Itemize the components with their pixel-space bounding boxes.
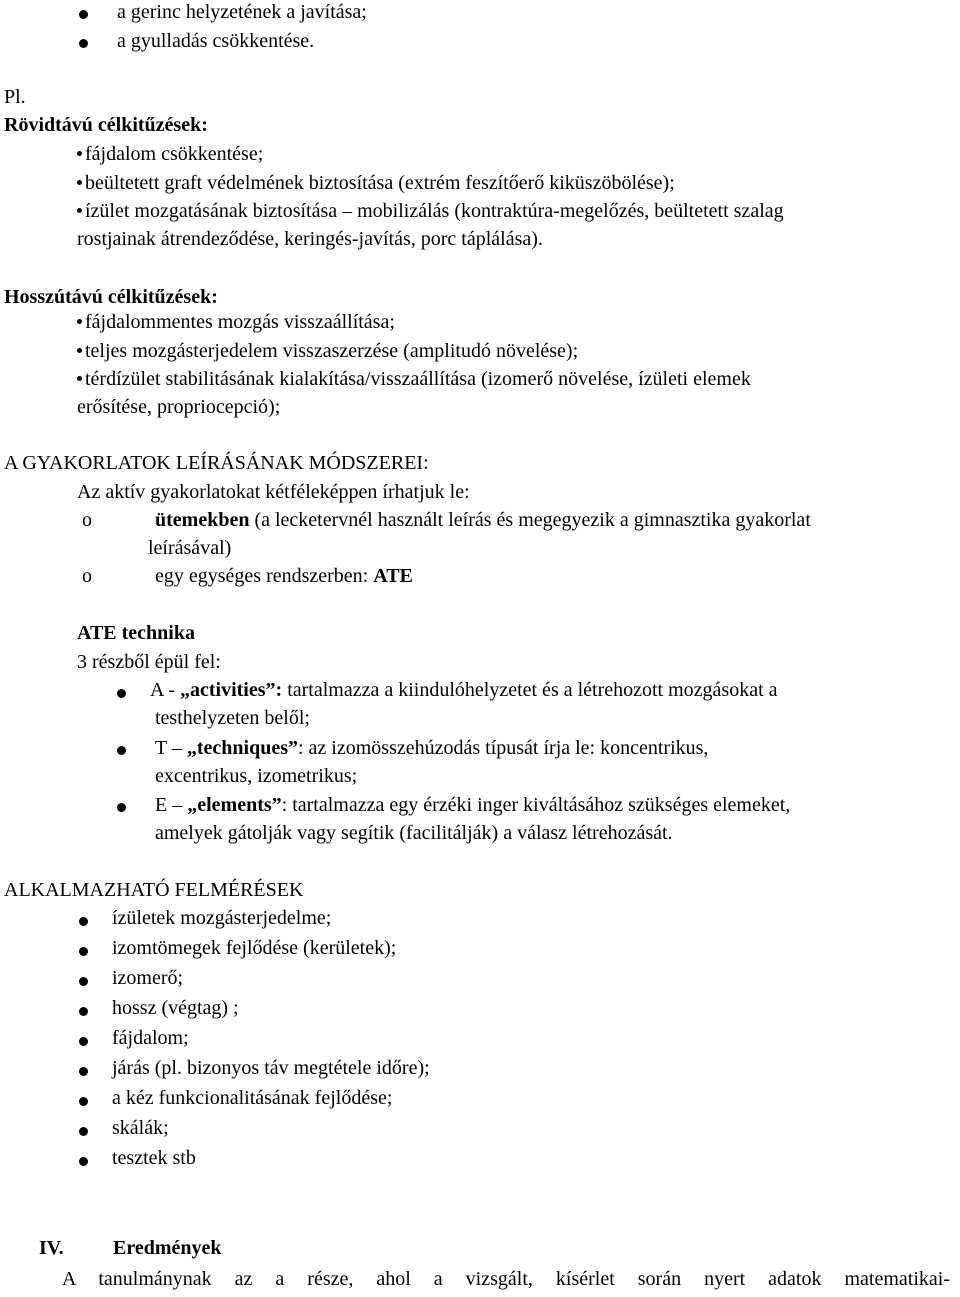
- bullet-icon: [79, 1157, 88, 1166]
- section-number: IV.: [39, 1237, 64, 1259]
- ate-intro: 3 részből épül fel:: [77, 651, 221, 673]
- bullet-icon: [77, 208, 82, 213]
- bullet-icon: [79, 1007, 88, 1016]
- list-item: fájdalom;: [112, 1027, 189, 1049]
- ate-item-continuation: testhelyzeten belől;: [155, 707, 310, 729]
- bullet-icon: [79, 10, 88, 19]
- list-item: tesztek stb: [112, 1147, 196, 1169]
- bullet-icon: [77, 180, 82, 185]
- list-item: beültetett graft védelmének biztosítása (extrém feszítőerő kiküszöbölése);: [77, 169, 675, 199]
- methods-heading: A GYAKORLATOK LEÍRÁSÁNAK MÓDSZEREI:: [4, 452, 429, 474]
- bullet-icon: [77, 151, 82, 156]
- list-item: ízület mozgatásának biztosítása – mobilizálás (kontraktúra-megelőzés, beültetett szalag: [77, 197, 784, 227]
- bullet-icon: [79, 977, 88, 986]
- circle-bullet-icon: o: [82, 509, 92, 531]
- bullet-icon: [79, 947, 88, 956]
- list-item: hossz (végtag) ;: [112, 997, 239, 1019]
- bullet-icon: [117, 746, 126, 755]
- list-item: a gyulladás csökkentése.: [117, 30, 315, 52]
- method-item: ütemekben (a lecketervnél használt leírás és megegyezik a gimnasztika gyakorlat: [155, 509, 811, 531]
- ate-item-continuation: amelyek gátolják vagy segítik (facilitálják) a válasz létrehozását.: [155, 822, 673, 844]
- bullet-icon: [79, 1127, 88, 1136]
- list-item: izomerő;: [112, 967, 184, 989]
- list-item: a kéz funkcionalitásának fejlődése;: [112, 1087, 393, 1109]
- ate-heading: ATE technika: [77, 622, 195, 644]
- bullet-icon: [117, 689, 126, 698]
- list-item: fájdalom csökkentése;: [77, 140, 263, 170]
- section-title: Eredmények: [113, 1237, 222, 1259]
- method-item-continuation: leírásával): [148, 537, 232, 559]
- bullet-icon: [117, 803, 126, 812]
- ate-item-continuation: excentrikus, izometrikus;: [155, 765, 358, 787]
- list-item: izomtömegek fejlődése (kerületek);: [112, 937, 397, 959]
- example-label: Pl.: [4, 86, 26, 108]
- paragraph-text: A tanulmánynak az a része, ahol a vizsgált, kísérlet során nyert adatok matematikai-: [62, 1268, 950, 1290]
- list-item-continuation: rostjainak átrendeződése, keringés-javítás, porc táplálása).: [77, 228, 543, 250]
- list-item: fájdalommentes mozgás visszaállítása;: [77, 308, 395, 338]
- long-term-heading: Hosszútávú célkitűzések:: [4, 286, 218, 308]
- bullet-icon: [79, 39, 88, 48]
- list-item: ízületek mozgásterjedelme;: [112, 907, 332, 929]
- bullet-icon: [79, 917, 88, 926]
- bullet-icon: [79, 1097, 88, 1106]
- list-item: teljes mozgásterjedelem visszaszerzése (amplitudó növelése);: [77, 337, 578, 367]
- circle-bullet-icon: o: [82, 565, 92, 587]
- bullet-icon: [77, 319, 82, 324]
- method-item: egy egységes rendszerben: ATE: [155, 565, 413, 587]
- ate-item-e: E – „elements”: tartalmazza egy érzéki inger kiváltásához szükséges elemeket,: [155, 794, 791, 816]
- ate-item-t: T – „techniques”: az izomösszehúzodás típusát írja le: koncentrikus,: [155, 737, 709, 759]
- list-item: térdízület stabilitásának kialakítása/visszaállítása (izomerő növelése, ízületi elemek: [77, 365, 751, 395]
- bullet-icon: [77, 376, 82, 381]
- bullet-icon: [79, 1037, 88, 1046]
- methods-intro: Az aktív gyakorlatokat kétféleképpen írhatjuk le:: [77, 481, 470, 503]
- ate-item-a: A - „activities”: tartalmazza a kiindulóhelyzetet és a létrehozott mozgásokat a: [150, 679, 778, 701]
- bullet-icon: [79, 1067, 88, 1076]
- assessments-heading: ALKALMAZHATÓ FELMÉRÉSEK: [4, 879, 304, 901]
- list-item: skálák;: [112, 1117, 169, 1139]
- short-term-heading: Rövidtávú célkitűzések:: [4, 114, 208, 136]
- list-item: járás (pl. bizonyos táv megtétele időre);: [112, 1057, 430, 1079]
- bullet-icon: [77, 348, 82, 353]
- list-item: a gerinc helyzetének a javítása;: [117, 1, 367, 23]
- list-item-continuation: erősítése, propriocepció);: [77, 396, 281, 418]
